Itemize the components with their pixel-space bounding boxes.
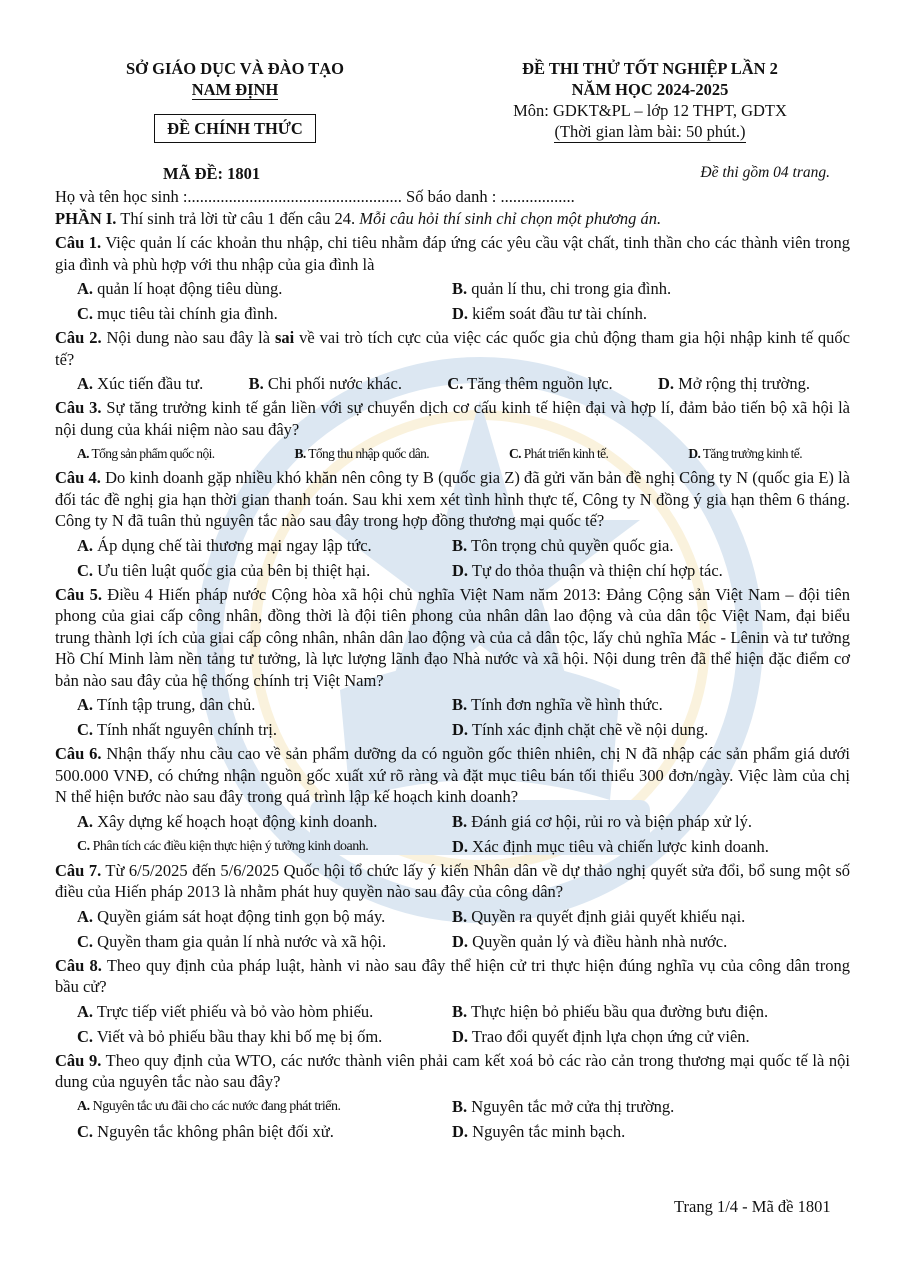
- option-b: B. Nguyên tắc mở cửa thị trường.: [452, 1096, 675, 1116]
- question-1: Câu 1. Việc quản lí các khoản thu nhập, chi tiêu nhằm đáp ứng các yêu cầu vật chất, tinh thần cho các thành viên trong gia đình và phù hợp với thu nhập của gia đình là: [55, 233, 850, 274]
- question-5: Câu 5. Điều 4 Hiến pháp nước Cộng hòa xã hội chủ nghĩa Việt Nam năm 2013: Đảng Cộng sản Việt Nam – đội tiên phong của giai cấp công nhân, đồng thời là đội tiên phong của nhân dân lao động và của dân tộc Việt Nam, đại biểu trung thành lợi ích của giai cấp công nhân, nhân dân lao động và của cả dân tộc, lấy chủ nghĩa Mác - Lênin và tư tưởng Hồ Chí Minh làm nền tảng tư tưởng, là lực lượng lãnh đạo Nhà nước và xã hội. Nội dung trên đã thể hiện đặc điểm cơ bản nào sau đây của hệ thống chính trị Việt Nam?: [55, 584, 851, 690]
- subject-line: Môn: GDKT&PL – lớp 12 THPT, GDTX: [513, 101, 787, 120]
- option-b: B. Chi phối nước khác.: [248, 374, 402, 393]
- option-d: D. Trao đổi quyết định lựa chọn ứng cử viên.: [452, 1026, 750, 1046]
- question-7: Câu 7. Từ 6/5/2025 đến 5/6/2025 Quốc hội tổ chức lấy ý kiến Nhân dân về dự thảo nghị quyết sửa đổi, bổ sung một số điều của Hiến pháp 2013 là nhằm phát huy quyền nào sau đây của công dân?: [55, 860, 850, 901]
- question-1-options: [77, 278, 850, 325]
- option-c: C. Nguyên tắc không phân biệt đối xử.: [77, 1121, 334, 1141]
- option-b: B. Tính đơn nghĩa về hình thức.: [452, 695, 663, 714]
- option-d: D. Tự do thỏa thuận và thiện chí hợp tác.: [452, 560, 723, 580]
- question-3: Câu 3. Sự tăng trưởng kinh tế gắn liền với sự chuyển dịch cơ cấu kinh tế hiện đại và hợp lí, đảm bảo tiến bộ xã hội là nội dung của khái niệm nào sau đây?: [55, 398, 851, 439]
- page-footer: Trang 1/4 - Mã đề 1801: [674, 1197, 831, 1216]
- official-badge: ĐỀ CHÍNH THỨC: [154, 114, 316, 143]
- option-d: D. Nguyên tắc minh bạch.: [452, 1121, 626, 1141]
- question-2-options: [77, 373, 810, 395]
- option-c: C. Ưu tiên luật quốc gia của bên bị thiệt hại.: [77, 560, 371, 580]
- question-6: Câu 6. Nhận thấy nhu cầu cao về sản phẩm dưỡng da có nguồn gốc thiên nhiên, chị N đã nhập các sản phẩm giá dưới 500.000 VNĐ, có chứng nhận nguồn gốc xuất xứ rõ ràng và đặt mục tiêu bán tối thiểu 300 đơn/ngày. Việc làm của chị N thể hiện bước nào sau đây trong quá trình lập kế hoạch kinh doanh?: [55, 744, 850, 806]
- option-a: A. Tính tập trung, dân chủ.: [77, 695, 256, 714]
- exam-page: [55, 52, 850, 1144]
- option-c: C. mục tiêu tài chính gia đình.: [77, 304, 278, 323]
- option-a: A. Tổng sản phẩm quốc nội.: [77, 446, 215, 461]
- option-c: C. Tăng thêm nguồn lực.: [447, 374, 613, 393]
- department-name: SỞ GIÁO DỤC VÀ ĐÀO TẠO: [125, 59, 345, 78]
- option-a: A. Áp dụng chế tài thương mại ngay lập tức.: [77, 535, 372, 555]
- exam-header: [55, 52, 850, 162]
- option-a: A. Trực tiếp viết phiếu và bỏ vào hòm phiếu.: [77, 1001, 374, 1021]
- part-instruction: PHẦN I. Thí sinh trả lời từ câu 1 đến câu 24. Mỗi câu hỏi thí sinh chỉ chọn một phương án.: [55, 209, 662, 228]
- question-6-options: [77, 811, 850, 858]
- student-info-line: Họ và tên học sinh :.................................................... Số báo danh : ..................: [55, 187, 575, 206]
- option-b: B. Đánh giá cơ hội, rủi ro và biện pháp xử lý.: [452, 811, 752, 831]
- question-4-options: [77, 535, 850, 582]
- question-5-options: [77, 694, 850, 741]
- option-d: D. Tăng trưởng kinh tế.: [688, 446, 802, 461]
- question-8: Câu 8. Theo quy định của pháp luật, hành vi nào sau đây thể hiện cử tri thực hiện đúng nghĩa vụ của công dân trong bầu cử?: [55, 955, 851, 996]
- part-label: PHẦN I.: [55, 209, 117, 228]
- option-d: D. Mở rộng thị trường.: [658, 374, 810, 393]
- province-name: NAM ĐỊNH: [191, 80, 279, 99]
- option-a: A. Nguyên tắc ưu đãi cho các nước đang phát triển.: [77, 1098, 341, 1114]
- option-d: D. Xác định mục tiêu và chiến lược kinh doanh.: [452, 836, 769, 856]
- school-year: NĂM HỌC 2024-2025: [571, 80, 729, 99]
- option-d: D. kiểm soát đầu tư tài chính.: [452, 304, 647, 323]
- question-2: Câu 2. Nội dung nào sau đây là sai về vai trò tích cực của việc các quốc gia chủ động tham gia hội nhập kinh tế quốc tế?: [55, 328, 851, 369]
- question-3-options: [77, 443, 802, 465]
- option-a: A. Quyền giám sát hoạt động tinh gọn bộ máy.: [77, 906, 386, 926]
- option-c: C. Phát triển kinh tế.: [509, 446, 609, 461]
- pages-note: Đề thi gồm 04 trang.: [700, 164, 830, 181]
- option-a: A. Xúc tiến đầu tư.: [77, 374, 204, 393]
- option-a: A. Xây dựng kế hoạch hoạt động kinh doanh.: [77, 811, 378, 831]
- option-c: C. Tính nhất nguyên chính trị.: [77, 720, 277, 739]
- exam-info-block: [450, 58, 850, 143]
- option-c: C. Quyền tham gia quản lí nhà nước và xã hội.: [77, 931, 387, 951]
- question-9: Câu 9. Theo quy định của WTO, các nước thành viên phải cam kết xoá bỏ các rào cản trong thương mại quốc tế là nội dung của nguyên tắc nào sau đây?: [55, 1050, 851, 1091]
- question-4: Câu 4. Do kinh doanh gặp nhiều khó khăn nên công ty B (quốc gia Z) đã gửi văn bản đề nghị Công ty N (quốc gia E) là đối tác đề nghị gia hạn thời gian thanh toán. Sau khi xem xét tình hình thực tế, Công ty N đồng ý gia hạn thêm 6 tháng. Công ty N đã tuân thủ nguyên tắc nào sau đây trong hợp đồng thương mại quốc tế?: [55, 468, 850, 530]
- option-c: C. Phân tích các điều kiện thực hiện ý tưởng kinh doanh.: [77, 838, 369, 854]
- option-b: B. Thực hiện bỏ phiếu bầu qua đường bưu điện.: [452, 1001, 769, 1021]
- exam-title: ĐỀ THI THỬ TỐT NGHIỆP LẦN 2: [522, 59, 778, 78]
- option-b: B. Tôn trọng chủ quyền quốc gia.: [452, 535, 674, 555]
- question-8-options: [77, 1001, 850, 1048]
- option-b: B. quản lí thu, chi trong gia đình.: [452, 279, 672, 298]
- department-block: [85, 58, 385, 143]
- exam-code: MÃ ĐỀ: 1801: [163, 164, 261, 183]
- option-c: C. Viết và bỏ phiếu bầu thay khi bố mẹ bị ốm.: [77, 1026, 383, 1046]
- option-b: B. Tổng thu nhập quốc dân.: [294, 446, 430, 461]
- question-9-options: [77, 1096, 850, 1143]
- option-b: B. Quyền ra quyết định giải quyết khiếu nại.: [452, 906, 746, 926]
- option-d: D. Tính xác định chặt chẽ về nội dung.: [452, 720, 709, 739]
- question-7-options: [77, 906, 850, 953]
- option-a: A. quản lí hoạt động tiêu dùng.: [77, 279, 283, 298]
- option-d: D. Quyền quản lý và điều hành nhà nước.: [452, 931, 728, 951]
- time-line: (Thời gian làm bài: 50 phút.): [554, 122, 746, 141]
